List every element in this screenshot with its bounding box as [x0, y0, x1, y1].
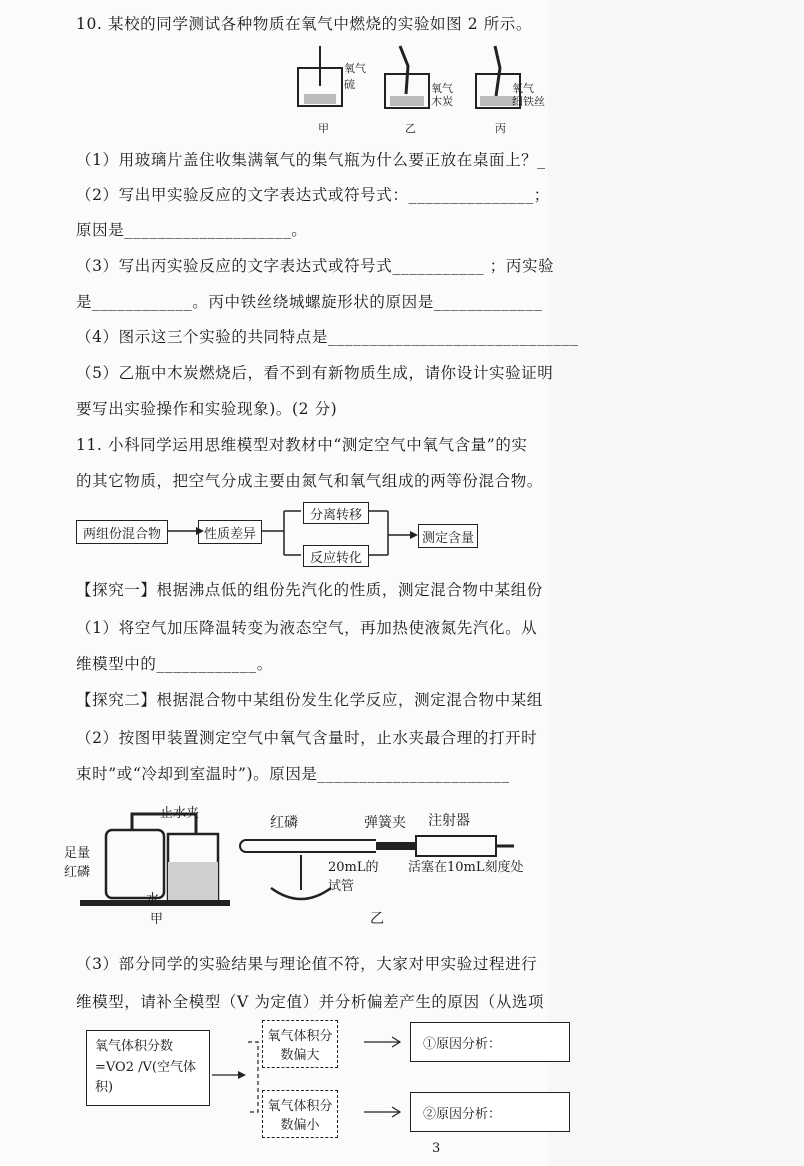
fig-label-jia: 甲	[318, 122, 329, 135]
label-phosphorus: 红磷	[270, 815, 298, 831]
q10-s3: （3）写出丙实验反应的文字表达式或符号式___________ ；丙实验	[76, 257, 555, 275]
q11-e2s: （2）按图甲装置测定空气中氧气含量时，止水夹最合理的打开时	[76, 729, 538, 747]
label-clamp: 止水夹	[160, 806, 200, 821]
model-arrows	[210, 1020, 410, 1140]
q10-s1: （1）用玻璃片盖住收集满氧气的集气瓶为什么要正放在桌面上？_	[76, 151, 546, 169]
callout-charcoal: 木炭	[431, 95, 453, 108]
model-reason-2: ②原因分析：	[410, 1092, 570, 1132]
q10-s3b: 是____________。丙中铁丝绕城螺旋形状的原因是_____________	[76, 293, 543, 311]
label-test-tube: 20mL的试管	[328, 860, 379, 894]
fig-label-bing: 丙	[495, 122, 506, 135]
label-red-phosphorus: 足量红磷	[64, 846, 91, 880]
q11-title: 11. 小科同学运用思维模型对教材中“测定空气中氧气含量”的实	[76, 436, 528, 454]
q10-s2: （2）写出甲实验反应的文字表达式或符号式：_______________；	[76, 186, 550, 204]
q11-title2: 的其它物质，把空气分成主要由氮气和氧气组成的两等份混合物。	[76, 472, 543, 490]
flow-measure: 测定含量	[418, 524, 478, 548]
q11-e1s: （1）将空气加压降温转变为液态空气，再加热使液氮先汽化。从	[76, 619, 538, 637]
figure-2-combustion	[290, 46, 550, 116]
q11-s3b: 维模型，请补全模型（V 为定值）并分析偏差产生的原因（从选项	[76, 993, 545, 1011]
callout-sulfur: 硫	[344, 78, 355, 91]
flow-property-diff: 性质差异	[198, 520, 262, 544]
page-edge	[548, 0, 804, 1166]
flow-mixture: 两组份混合物	[76, 520, 168, 544]
q11-e2: 【探究二】根据混合物中某组份发生化学反应，测定混合物中某组	[76, 691, 543, 709]
q10-s4: （4）图示这三个实验的共同特点是______________________________	[76, 328, 579, 346]
flow-arrows	[160, 500, 580, 580]
q10-s2b: 原因是____________________。	[76, 221, 308, 239]
callout-oxygen-2: 氧气	[431, 82, 453, 95]
label-water: 水	[146, 892, 160, 907]
label-fig-jia: 甲	[150, 912, 164, 927]
q10-title: 10. 某校的同学测试各种物质在氧气中燃烧的实验如图 2 所示。	[76, 15, 532, 33]
label-piston: 活塞在10mL刻度处	[408, 860, 524, 875]
callout-oxygen-3: 氧气	[512, 82, 534, 95]
q11-e1s2: 维模型中的____________。	[76, 655, 273, 673]
q10-s5b: 要写出实验操作和实验现象)。(2 分)	[76, 400, 338, 418]
fig-label-yi: 乙	[405, 122, 416, 135]
callout-oxygen-1: 氧气	[344, 62, 366, 75]
q10-s5: （5）乙瓶中木炭燃烧后，看不到有新物质生成，请你设计实验证明	[76, 364, 554, 382]
flow-reaction: 反应转化	[303, 545, 369, 567]
q11-s3: （3）部分同学的实验结果与理论值不符，大家对甲实验过程进行	[76, 955, 538, 973]
q11-e2s2: 束时”或“冷却到室温时”)。原因是_______________________	[76, 765, 510, 783]
model-high-box: 氧气体积分数偏大	[262, 1020, 338, 1068]
q11-e1: 【探究一】根据沸点低的组份先汽化的性质，测定混合物中某组份	[76, 581, 543, 599]
model-main-box: 氧气体积分数=VO2 /V(空气体积)	[86, 1030, 210, 1106]
label-syringe: 注射器	[428, 813, 470, 829]
label-spring-clip: 弹簧夹	[364, 815, 406, 831]
label-fig-yi: 乙	[370, 911, 384, 927]
flow-separation: 分离转移	[303, 502, 369, 524]
callout-iron-wire: 细铁丝	[512, 95, 545, 108]
model-low-box: 氧气体积分数偏小	[262, 1090, 338, 1138]
model-reason-1: ①原因分析：	[410, 1022, 570, 1062]
page-number: 3	[432, 1141, 441, 1156]
